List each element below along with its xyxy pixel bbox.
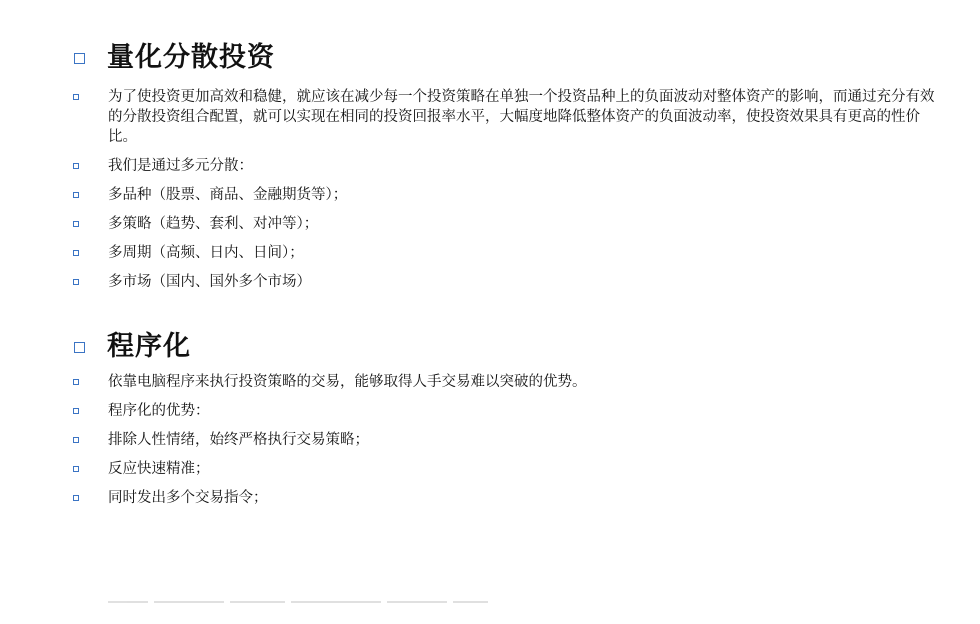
list-item xyxy=(0,372,980,392)
square-bullet-icon xyxy=(73,163,79,169)
square-bullet-icon xyxy=(73,94,79,100)
list-item-text: 为了使投资更加高效和稳健，就应该在减少每一个投资策略在单独一个投资品种上的负面波动对整体资产的影响，而通过充分有效的分散投资组合配置，就可以实现在相同的投资回报率水平，大幅度地降低整体资产的负面波动率，使投资效果具有更高的性价比。 xyxy=(108,89,935,145)
list-item-text: 多策略（趋势、套利、对冲等）； xyxy=(108,216,319,232)
square-bullet-icon xyxy=(73,192,79,198)
list-item xyxy=(0,488,980,508)
square-bullet-icon xyxy=(73,250,79,256)
section-quant-diversification xyxy=(0,40,980,292)
section-title: 量化分散投资 xyxy=(107,42,275,73)
list-item xyxy=(0,430,980,450)
square-bullet-icon xyxy=(73,379,79,385)
square-bullet-icon xyxy=(73,495,79,501)
list-item xyxy=(0,87,980,147)
bullet-list xyxy=(0,372,980,508)
bullet-list xyxy=(0,87,980,292)
square-bullet-icon xyxy=(74,342,85,353)
list-item xyxy=(0,272,980,292)
list-item-text: 依靠电脑程序来执行投资策略的交易，能够取得人手交易难以突破的优势。 xyxy=(108,374,587,390)
square-bullet-icon xyxy=(73,466,79,472)
list-item xyxy=(0,401,980,421)
square-bullet-icon xyxy=(73,437,79,443)
section-heading xyxy=(0,329,980,369)
list-item-text: 排除人性情绪，始终严格执行交易策略； xyxy=(108,432,369,448)
list-item-text: 多周期（高频、日内、日间）； xyxy=(108,245,304,261)
list-item xyxy=(0,156,980,176)
list-item-text: 程序化的优势： xyxy=(108,403,210,419)
list-item xyxy=(0,243,980,263)
list-item-text: 同时发出多个交易指令； xyxy=(108,490,268,506)
list-item xyxy=(0,214,980,234)
square-bullet-icon xyxy=(73,408,79,414)
square-bullet-icon xyxy=(73,221,79,227)
list-item xyxy=(0,185,980,205)
section-heading xyxy=(0,40,980,80)
faded-text-artifact xyxy=(108,599,508,605)
list-item-text: 多品种（股票、商品、金融期货等）； xyxy=(108,187,348,203)
square-bullet-icon xyxy=(74,53,85,64)
section-programmatic xyxy=(0,329,980,508)
list-item-text: 多市场（国内、国外多个市场） xyxy=(108,274,311,290)
section-title: 程序化 xyxy=(107,331,191,362)
list-item-text: 反应快速精准； xyxy=(108,461,210,477)
list-item-text: 我们是通过多元分散： xyxy=(108,158,253,174)
list-item xyxy=(0,459,980,479)
square-bullet-icon xyxy=(73,279,79,285)
